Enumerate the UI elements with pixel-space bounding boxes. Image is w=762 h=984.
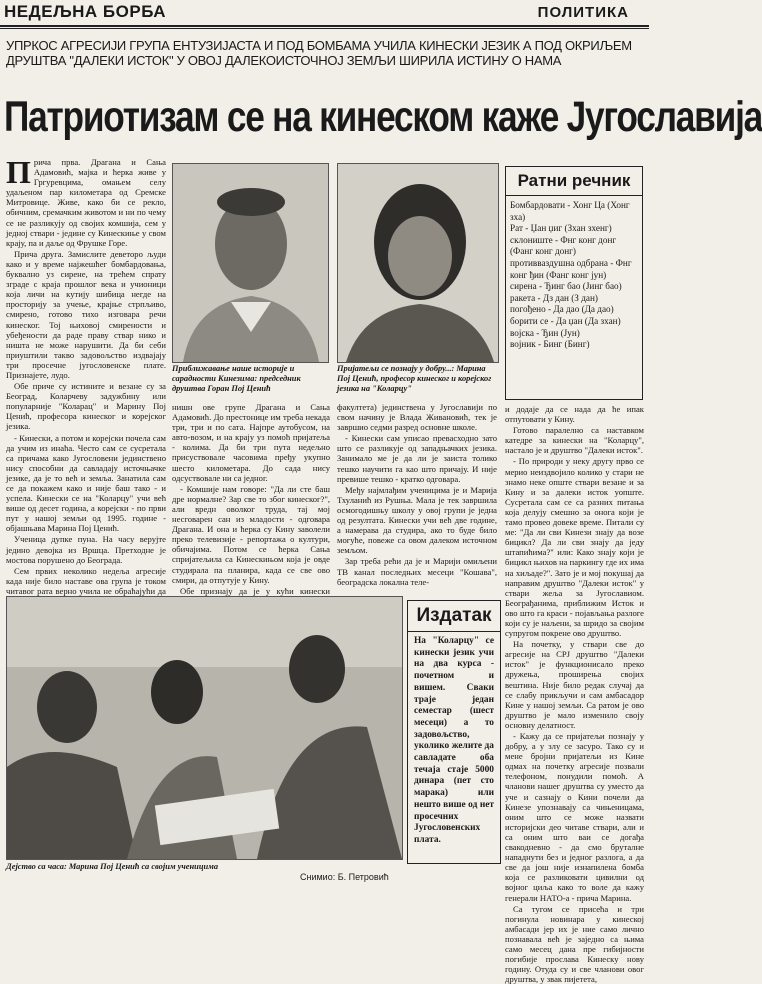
paragraph: нишн ове групе Драгана и Сања Адамовић. До престонице им треба некада три, три и по сата. Најпре аутобусом, на авто-возом, и на крају уз помоћ пријатеља - колима. Да би три пута недељно присуствовале часовима пређу укупно шесто километара. До сада нису одсуствовале ни са једног. [172,402,330,483]
photo-marina-poj-cenic [337,163,499,363]
photo-credit: Снимио: Б. Петровић [300,872,389,882]
paragraph: Готово паралелно са наставком катедре за кинески на "Коларцу", настало је и друштво "Далеки исток". [505,425,644,456]
paragraph: - Кинески, а потом и корејски почела сам да учим из инаћа. Често сам се сусретала са причама како Југословени јединствено нису способни да савладају источњачке језике, да је то већ и земља. Занатила сам се да покажем како и није баш тако - и успела. Кинески се на "Коларцу" учи већ више од десет година, а корејски - по први пут у нашој земљи од 1995. године - објашњава Марина Пој Ценић. [6,432,166,534]
photo1-caption: Приближавање наше историје и сарадности Кинезима: председник друштва Горан Пој Ценић [172,364,301,393]
newspaper-name: НЕДЕЉНА БОРБА [4,2,167,21]
header-rule-thin [0,28,649,29]
article-column-1 [6,154,166,639]
portrait-woman-icon [338,164,498,362]
paragraph: Зар треба рећи да је и Марији омиљени ТВ канал последњих месеци "Кошава", београдска локална теле- [337,556,497,587]
expense-box [407,600,501,864]
paragraph: Ученица дупке пуна. На часу верујте једино девојка из Вршца. Претходне је мостова порушено до Београда. [6,534,166,565]
paragraph: - Кинески сам уписао превасходно зато што се разликује од западњачких језика. Занимало ме је да ли је заиста толико тешко научити га као што причају. И није превише тешко - кратко одговара. [337,433,497,484]
war-dictionary-title: Ратни речник [506,167,642,196]
paragraph: На почетку, у ствари све до агресије на СРЈ друштво "Далеки исток" је функционисало преко дружења, проширења својих вештина. Није било редак случај да се слабу прикључи и сам амбасадор Кине у нашој земљи. Са ратом је ово друштво је мало изменило своју основну делатност. [505,639,644,730]
paragraph: Међу најмлађим ученицима је и Марија Тхуланић из Рушња. Мала је тек завршила осмогодишњу школу у овој групи је једна од резултата. Кинески учи већ две године, а намерава да студира, ако то буде било могуће, повеже са овом далеком источном земљом. [337,484,497,556]
dropcap: П [6,154,31,190]
dictionary-entry: сирена - Ђинг бао (Јинг бао) [510,281,622,292]
headline: Патриотизам се на кинеском каже Југославија [4,93,762,141]
article-column-4 [505,404,644,984]
war-dictionary-box [505,166,643,400]
photo-class-session [6,596,403,860]
dictionary-entry: погођено - Да дао (Да дао) [510,304,614,315]
header-rule [0,25,649,27]
paragraph: факултета) јединствена у Југославији по свом начину је Влада Живановић, тек је завршио седми разред основне школе. [337,402,497,433]
dictionary-entry: склониште - Фнг конг донг (Фанг конг донг) [510,234,617,257]
photo3-caption: Дејство са часа: Марина Пој Ценић са својим ученицима [6,862,219,871]
photo2-caption: Пријатељи се познају у добру...: Марина Пој Ценић, професор кинеског и корејског језика на "Коларцу" [337,364,492,393]
paragraph: Прича друга. Замислите деветоро људи како и у време најжешћег бомбардовања, буквално уз сирене, на трећем спрату зграде с краја прошлог века и учионици која личи на кутију шибица негде на просторију за учење, крајње стрпљиво, смирено, готово тихо изговара речи кинеског. Тој њиховој смирености и убеђености да раде праву ствар нико и ништа не може нарушити. Да би себи приуштили такво задовољство издвајају три просечне југословенске плате. Признајете, лудо. [6,248,166,380]
kicker: УПРКОС АГРЕСИЈИ ГРУПА ЕНТУЗИЈАСТА И ПОД БОМБАМА УЧИЛА КИНЕСКИ ЈЕЗИК А ПОД ОКРИЉЕМ ДРУШТВА "ДАЛЕКИ ИСТОК" У ОВОЈ ДАЛЕКОИСТОЧНОЈ ЗЕМЉИ ШИРИЛА ИСТИНУ О НАМА [6,38,632,68]
dictionary-entry: војник - Бинг (Бинг) [510,339,590,350]
paragraph: Са тугом се присећа и три погинула новинара у кинеској амбасади јер их је ние само лично познавала већ је заједно са њима само месец дана пре гибијности погибије прослава Кинеску нову годину. Отуда су и све чланови овог друштва, у звак пијетета, [505,903,644,984]
paragraph: - Кажу да се пријатељи познају у добру, а у злу се засуро. Тако су и мене бројни пријатељи из Кине одмах на почетку агресије позвали телефоном, понудили помоћ. А чланови нашег друштва су уместо да уче и сазнају о Кини почели да Кинезе упознавају са чињеницама, оним што се може назвати историјски део читаве ствари, али и са оним што ваи се догађа свакодневно - да смо бруталне нападнути без и једног разлога, а да све да још није изнапилена бомба која се разликовати цивилни од војног циља како то воле да кажу генерали НАТО-а - прича Марина. [505,731,644,903]
paragraph: - По природи у неку другу прво се мерио неиздвојило колико у стари не знамо неке опште ствари везане и за Кину и за далеки исток уопште. Сусретала сам се са разних питања која делују смешно за онога који је тамо провео довеке време. Питали су ме: "Да ли сви Кинези знају да возе бицикл? Да ли сви знају да једу штапићима?" или: Како знају који је бицикл њихов на паркингу где их има на хиљаде?". Зато је и мој покушај да направим друштво "Далеки исток" у ствари жеља за Југославиом. Београђанима, приближим Исток и ово што га краси - појављања разлоге који су је наљени, за шридо за својим супругом покрене ово друштво. [505,456,644,639]
dictionary-entry: ракета - Дз дан (З дан) [510,292,598,303]
dictionary-entry: Бомбардовати - Хонг Ца (Хонг зха) [510,200,630,222]
classroom-scene-icon [7,597,402,859]
article-column-3 [337,402,497,592]
dictionary-entry: противваздушна одбрана - Фнг конг ђин (Фанг конг јун) [510,257,632,280]
paragraph: - Комшије нам говоре: "Да ли сте баш дре нормалне? Зар све то због кинеског?", али вредн оволког труда, тај мој несговарен сан из младости - одговара Драгана. И она и ћерка су Кину заволели преко телевизије - репортажа о култури, обичајима. Потом се ћерка Сања спријатељила са Кинескињом која је овде студирала па планира, када се све ово смири, да отпутује у Кину. [172,483,330,585]
paragraph: рича прва. Драгана и Сања Адамовић, мајка и ћерка живе у Гргуревцима, омањем селу удаљеном пар километара од Сремске Митровице. Живе, како би се рекло, обичним, сремачким животом и ни по чему се не разликују од својих комшија, сем у једној ствари - једине су Кинескиње у свом крају, па и даље од Фрушке Горе. [6,157,166,248]
photo-goran-poj-cenic [172,163,329,363]
paragraph: Сем првих неколико недеља агресије када није било наставе ова група је током читавог рата верно учила не обраћајући да [6,565,166,596]
dictionary-entry: Рат - Џан џиг (Зхан зхенг) [510,223,612,234]
war-dictionary-list [506,196,642,351]
paragraph: и додаје да се нада да ће ипак отпутовати у Кину. [505,404,644,425]
dictionary-entry: војска - Ђин (Јун) [510,327,580,338]
paragraph: Обе приче су истините и везане су за Београд, Коларчеву задужбину или популарније "Коларац" и Марину Пој Ценић, професора кинеског и корејског језика. [6,381,166,432]
dictionary-entry: борити се - Да џан (Да зхан) [510,315,621,326]
paragraph: Обе признају да је у кући кинески [180,585,330,596]
expense-box-title: Издатак [408,601,500,632]
article-column-2 [172,402,330,596]
expense-box-text: На "Коларцу" се кинески језик учи на два курса - почетном и вишем. Сваки траје један семестар (шест месеци) а то задовољство, уколико желите да савладате оба течаја стаје 5000 динара (пет сто марака) или нешто више од нет просечних Југословенских плата. [414,636,494,845]
portrait-man-icon [173,164,328,362]
section-name: ПОЛИТИКА [537,4,629,21]
